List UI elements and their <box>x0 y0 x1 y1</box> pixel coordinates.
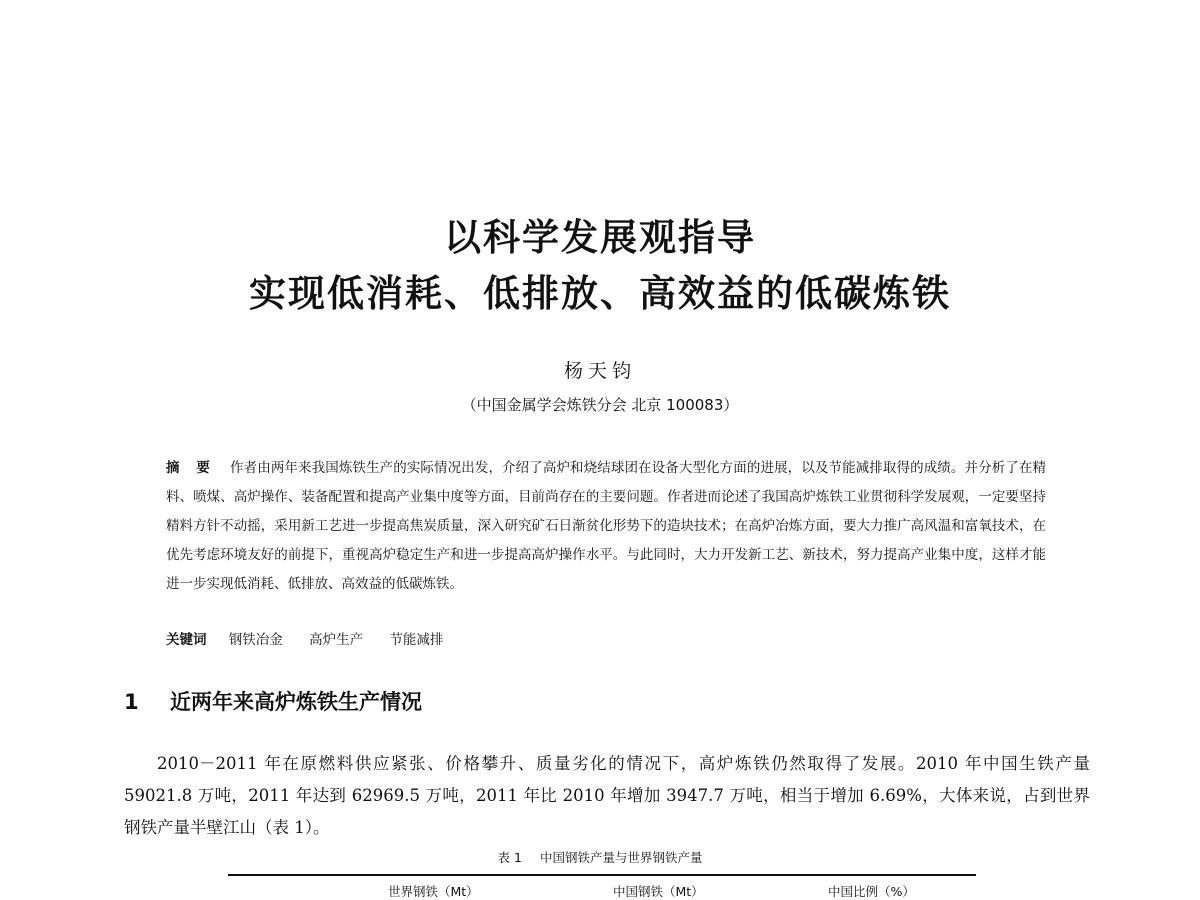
section-heading <box>124 686 422 716</box>
abstract <box>166 454 1046 599</box>
table-number: 表 1 <box>497 850 522 865</box>
keyword-item: 节能减排 <box>389 632 444 648</box>
keyword-item: 高炉生产 <box>309 632 364 648</box>
keywords-label: 关键词 <box>166 632 207 648</box>
table-header-cell: 中国钢铁（Mt） <box>613 884 704 899</box>
table-header-row <box>228 882 976 899</box>
table-top-rule <box>228 874 976 876</box>
table-caption <box>0 848 1200 866</box>
abstract-label: 摘 要 <box>166 460 217 476</box>
table-header-cell: 中国比例（%） <box>828 884 915 899</box>
keyword-item: 钢铁冶金 <box>228 632 283 648</box>
table-caption-text: 中国钢铁产量与世界钢铁产量 <box>539 850 703 865</box>
abstract-text: 作者由两年来我国炼铁生产的实际情况出发，介绍了高炉和烧结球团在设备大型化方面的进展，以及节能减排取得的成绩。并分析了在精料、喷煤、高炉操作、装备配置和提高产业集中度等方面，目前尚存在的主要问题。作者进而论述了我国高炉炼铁工业贯彻科学发展观，一定要坚持精料方针不动摇，采用新工艺进一步提高焦炭质量，深入研究矿石日渐贫化形势下的造块技术；在高炉冶炼方面，要大力推广高风温和富氧技术，在优先考虑环境友好的前提下，重视高炉稳定生产和进一步提高高炉操作水平。与此同时，大力开发新工艺、新技术，努力提高产业集中度，这样才能进一步实现低消耗、低排放、高效益的低碳炼铁。 <box>166 460 1047 592</box>
body-paragraph: 2010－2011 年在原燃料供应紧张、价格攀升、质量劣化的情况下，高炉炼铁仍然取得了发展。2010 年中国生铁产量 59021.8 万吨，2011 年达到 62969.5 万吨，2011 年比 2010 年增加 3947.7 万吨，相当于增加 6.69%，大体来说，占到世界钢铁产量半壁江山（表 1）。 <box>124 754 1090 837</box>
title-line-2: 实现低消耗、低排放、高效益的低碳炼铁 <box>249 272 951 315</box>
section-title: 近两年来高炉炼铁生产情况 <box>170 690 422 714</box>
section-number: 1 <box>124 690 139 714</box>
paper-title <box>0 210 1200 322</box>
title-line-1: 以科学发展观指导 <box>444 216 756 259</box>
author-affiliation: （中国金属学会炼铁分会 北京 100083） <box>461 396 739 414</box>
author-name: 杨天钧 <box>563 360 636 382</box>
keywords <box>166 628 1046 648</box>
table-header-cell: 世界钢铁（Mt） <box>388 884 479 899</box>
